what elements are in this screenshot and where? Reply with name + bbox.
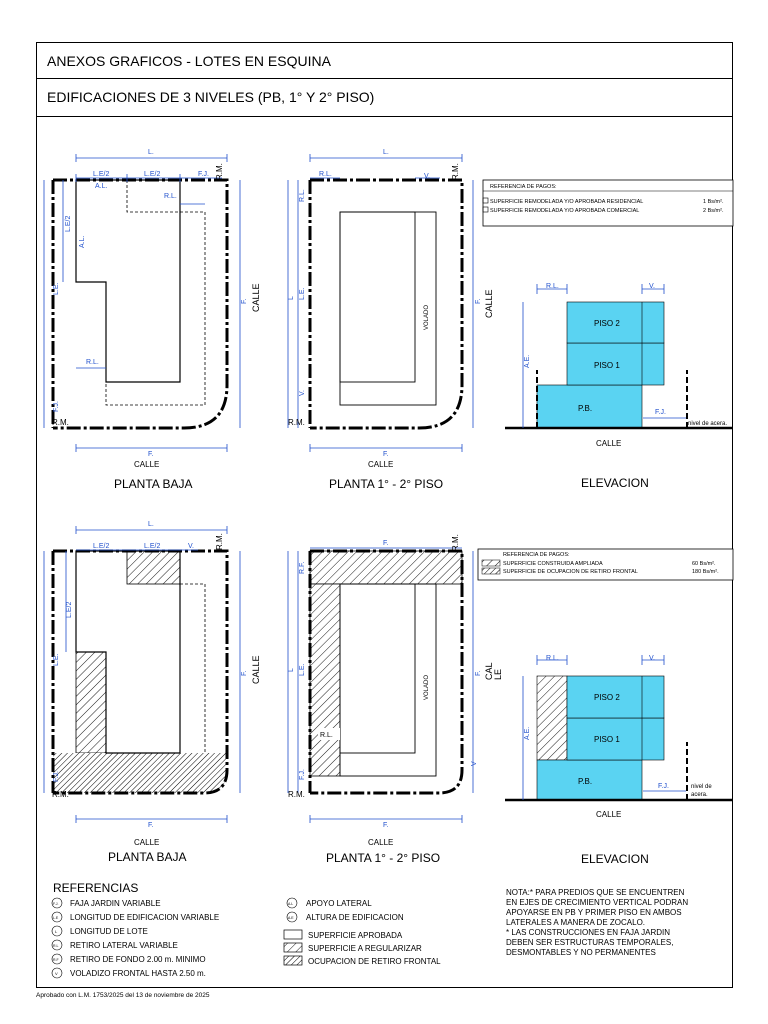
- nota-line: DESMONTABLES Y NO PERMANENTES: [506, 948, 656, 957]
- pagos-value-2: 180 Bs/m².: [692, 569, 719, 575]
- bottom-pagos-box: [478, 549, 733, 580]
- dim-LE2-v: L.E/2: [65, 215, 72, 232]
- dim-L-v: L: [288, 668, 295, 672]
- dim-F-v: F.: [241, 298, 248, 304]
- ref-text: APOYO LATERAL: [306, 899, 372, 908]
- pagos-row-2: SUPERFICIE DE OCUPACION DE RETIRO FRONTAL: [503, 569, 638, 575]
- rm-label: R.M.: [288, 790, 305, 799]
- dim-F: F.: [148, 451, 154, 458]
- bottom-planta-baja: [44, 521, 261, 864]
- approval-footer: Aprobado con L.M. 1753/2025 del 13 de noviembre de 2025: [36, 992, 210, 999]
- dim-RL: R.L.: [164, 193, 177, 200]
- volado-label: VOLADO: [424, 304, 430, 330]
- dim-FJ-v: F.J.: [53, 771, 60, 782]
- dim-RL: R.L.: [546, 655, 559, 662]
- nota-line: APOYARSE EN PB Y PRIMER PISO EN AMBOS: [506, 908, 682, 917]
- dim-FJ: F.J.: [655, 409, 666, 416]
- pagos-heading: REFERENCIA DE PAGOS:: [490, 184, 557, 190]
- title-planta-pisos: PLANTA 1° - 2° PISO: [326, 851, 441, 865]
- title-planta-baja: PLANTA BAJA: [114, 477, 193, 491]
- ref-left-list: [52, 898, 219, 978]
- dim-AL: A.L.: [95, 183, 108, 190]
- dim-RF-v: R.F.: [299, 561, 306, 574]
- ref-text: SUPERFICIE A REGULARIZAR: [308, 944, 422, 953]
- nota-line: LATERALES A MANERA DE ZOCALO.: [506, 918, 646, 927]
- referencias-legend: [52, 881, 688, 978]
- title-planta-baja: PLANTA BAJA: [108, 850, 187, 864]
- dim-FJ: F.J.: [198, 171, 209, 178]
- dim-F: F.: [383, 822, 389, 829]
- calle-bottom: CALLE: [368, 460, 394, 469]
- dim-F: F.: [383, 451, 389, 458]
- dim-LE-v: L.E.: [53, 282, 60, 295]
- nota-line: EN EJES DE CRECIMIENTO VERTICAL PODRAN: [506, 898, 689, 907]
- title-elevacion: ELEVACION: [581, 852, 649, 866]
- piso2-label: PISO 2: [594, 319, 620, 328]
- nota-block: [506, 888, 688, 957]
- piso2-label: PISO 2: [594, 693, 620, 702]
- dim-FJ: F.J.: [658, 783, 669, 790]
- nota-line: NOTA:* PARA PREDIOS QUE SE ENCUENTREN: [506, 888, 685, 897]
- dim-L: L.: [383, 149, 389, 156]
- dim-LE2-a: L.E/2: [93, 171, 110, 178]
- ref-text: OCUPACION DE RETIRO FRONTAL: [308, 957, 441, 966]
- nota-line: * LAS CONSTRUCCIONES EN FAJA JARDIN: [506, 928, 671, 937]
- ref-sym: V: [55, 971, 58, 976]
- calle-label: CALLE: [596, 810, 622, 819]
- piso1-label: PISO 1: [594, 361, 620, 370]
- dim-LE2-b: L.E/2: [144, 543, 161, 550]
- dim-LE-v: L.E.: [299, 663, 306, 676]
- pagos-row-2: SUPERFICIE REMODELADA Y/O APROBADA COMERCIAL: [490, 208, 640, 214]
- dim-AL-v: A.L.: [79, 235, 86, 248]
- nivel-de: nivel de: [691, 784, 712, 790]
- bottom-elevacion: [505, 655, 732, 866]
- ref-sym: A.E: [288, 916, 294, 920]
- acera: acera.: [691, 792, 708, 798]
- dim-FJ-v: F.J.: [53, 401, 60, 412]
- pagos-row-1: SUPERFICIE CONSTRUIDA AMPLIADA: [503, 561, 603, 567]
- calle-bottom: CALLE: [368, 838, 394, 847]
- referencias-title: REFERENCIAS: [53, 881, 139, 895]
- calle-side: CALLE: [484, 289, 494, 318]
- dim-F-v: F.: [475, 298, 482, 304]
- ref-sym: A.L: [288, 902, 294, 906]
- dim-V-v: V: [471, 761, 478, 766]
- dim-RL: R.L.: [319, 171, 332, 178]
- dim-L: L.: [148, 149, 154, 156]
- rm-label-v: R.M.: [215, 533, 224, 550]
- page-title: ANEXOS GRAFICOS - LOTES EN ESQUINA: [37, 43, 732, 79]
- calle-bottom: CALLE: [134, 838, 160, 847]
- pb-label: P.B.: [578, 404, 593, 413]
- pagos-value-1: 1 Bs/m².: [703, 199, 724, 205]
- title-planta-pisos: PLANTA 1° - 2° PISO: [329, 477, 444, 491]
- dim-AE: A.E.: [524, 354, 531, 368]
- pagos-row-1: SUPERFICIE REMODELADA Y/O APROBADA RESIDENCIAL: [490, 199, 644, 205]
- dim-FJ-v: F.J.: [299, 769, 306, 780]
- calle-side-a: CAL: [484, 662, 494, 680]
- dim-L-v: L: [288, 296, 295, 300]
- rm-label-v: R.M.: [451, 163, 460, 180]
- dim-LE2-b: L.E/2: [144, 171, 161, 178]
- dim-V: V.: [424, 173, 430, 180]
- volado-label: VOLADO: [424, 674, 430, 700]
- ref-sym: L.E: [53, 916, 59, 920]
- pagos-value-2: 2 Bs/m².: [703, 208, 724, 214]
- rm-label: R.M.: [52, 790, 69, 799]
- dim-AE: A.E.: [524, 726, 531, 740]
- calle-bottom: CALLE: [134, 460, 160, 469]
- dim-V-v: V.: [299, 390, 306, 396]
- page-subtitle: EDIFICACIONES DE 3 NIVELES (PB, 1° Y 2° PISO): [37, 79, 732, 117]
- dim-LE-v: L.E.: [299, 287, 306, 300]
- dim-L: L.: [148, 521, 154, 528]
- nivel-acera: nivel de acera.: [688, 421, 728, 427]
- dim-V: V.: [649, 655, 655, 662]
- ref-text: RETIRO LATERAL VARIABLE: [70, 941, 178, 950]
- dim-F-top: F.: [383, 540, 389, 547]
- dim-LE-v: L.E.: [53, 653, 60, 666]
- ref-text: FAJA JARDIN VARIABLE: [70, 899, 161, 908]
- calle-side: CALLE: [251, 283, 261, 312]
- pagos-value-1: 60 Bs/m².: [692, 561, 716, 567]
- dim-RL-2: R.L.: [86, 359, 99, 366]
- dim-RL-v: R.L.: [299, 189, 306, 202]
- pb-label: P.B.: [578, 777, 593, 786]
- dim-F-v: F.: [241, 670, 248, 676]
- ref-sym: L: [55, 929, 58, 934]
- top-planta-pisos: [288, 149, 494, 491]
- bottom-planta-pisos: [288, 534, 503, 865]
- top-planta-baja: [44, 149, 261, 491]
- ref-text: ALTURA DE EDIFICACION: [306, 913, 404, 922]
- dim-F: F.: [148, 822, 154, 829]
- nota-line: DEBEN SER ESTRUCTURAS TEMPORALES,: [506, 938, 674, 947]
- rm-label-v: R.M.: [215, 163, 224, 180]
- top-elevacion: [505, 283, 732, 490]
- ref-text: VOLADIZO FRONTAL HASTA 2.50 m.: [70, 969, 206, 978]
- pagos-heading: REFERENCIA DE PAGOS:: [503, 552, 570, 558]
- rm-label: R.M.: [52, 418, 69, 427]
- ref-middle-list: [284, 898, 441, 966]
- calle-side: CALLE: [251, 655, 261, 684]
- dim-RL: R.L.: [546, 283, 559, 290]
- calle-side-b: LE: [493, 668, 503, 680]
- ref-sym: F.J.: [53, 902, 59, 906]
- calle-label: CALLE: [596, 439, 622, 448]
- ref-text: LONGITUD DE LOTE: [70, 927, 148, 936]
- rl-label: R.L.: [320, 732, 333, 739]
- ref-sym: R.L: [53, 944, 59, 948]
- dim-V: V.: [188, 543, 194, 550]
- ref-text: RETIRO DE FONDO 2.00 m. MINIMO: [70, 955, 206, 964]
- rm-label: R.M.: [288, 418, 305, 427]
- rm-label-v: R.M.: [451, 534, 460, 551]
- dim-V: V.: [649, 283, 655, 290]
- dim-LE2-v: L.E/2: [66, 601, 73, 618]
- dim-LE2-a: L.E/2: [93, 543, 110, 550]
- top-pagos-box: [483, 180, 733, 226]
- ref-text: SUPERFICIE APROBADA: [308, 931, 403, 940]
- title-elevacion: ELEVACION: [581, 476, 649, 490]
- ref-sym: R.F: [53, 958, 59, 962]
- dim-F-v: F.: [475, 670, 482, 676]
- piso1-label: PISO 1: [594, 735, 620, 744]
- ref-text: LONGITUD DE EDIFICACION VARIABLE: [70, 913, 220, 922]
